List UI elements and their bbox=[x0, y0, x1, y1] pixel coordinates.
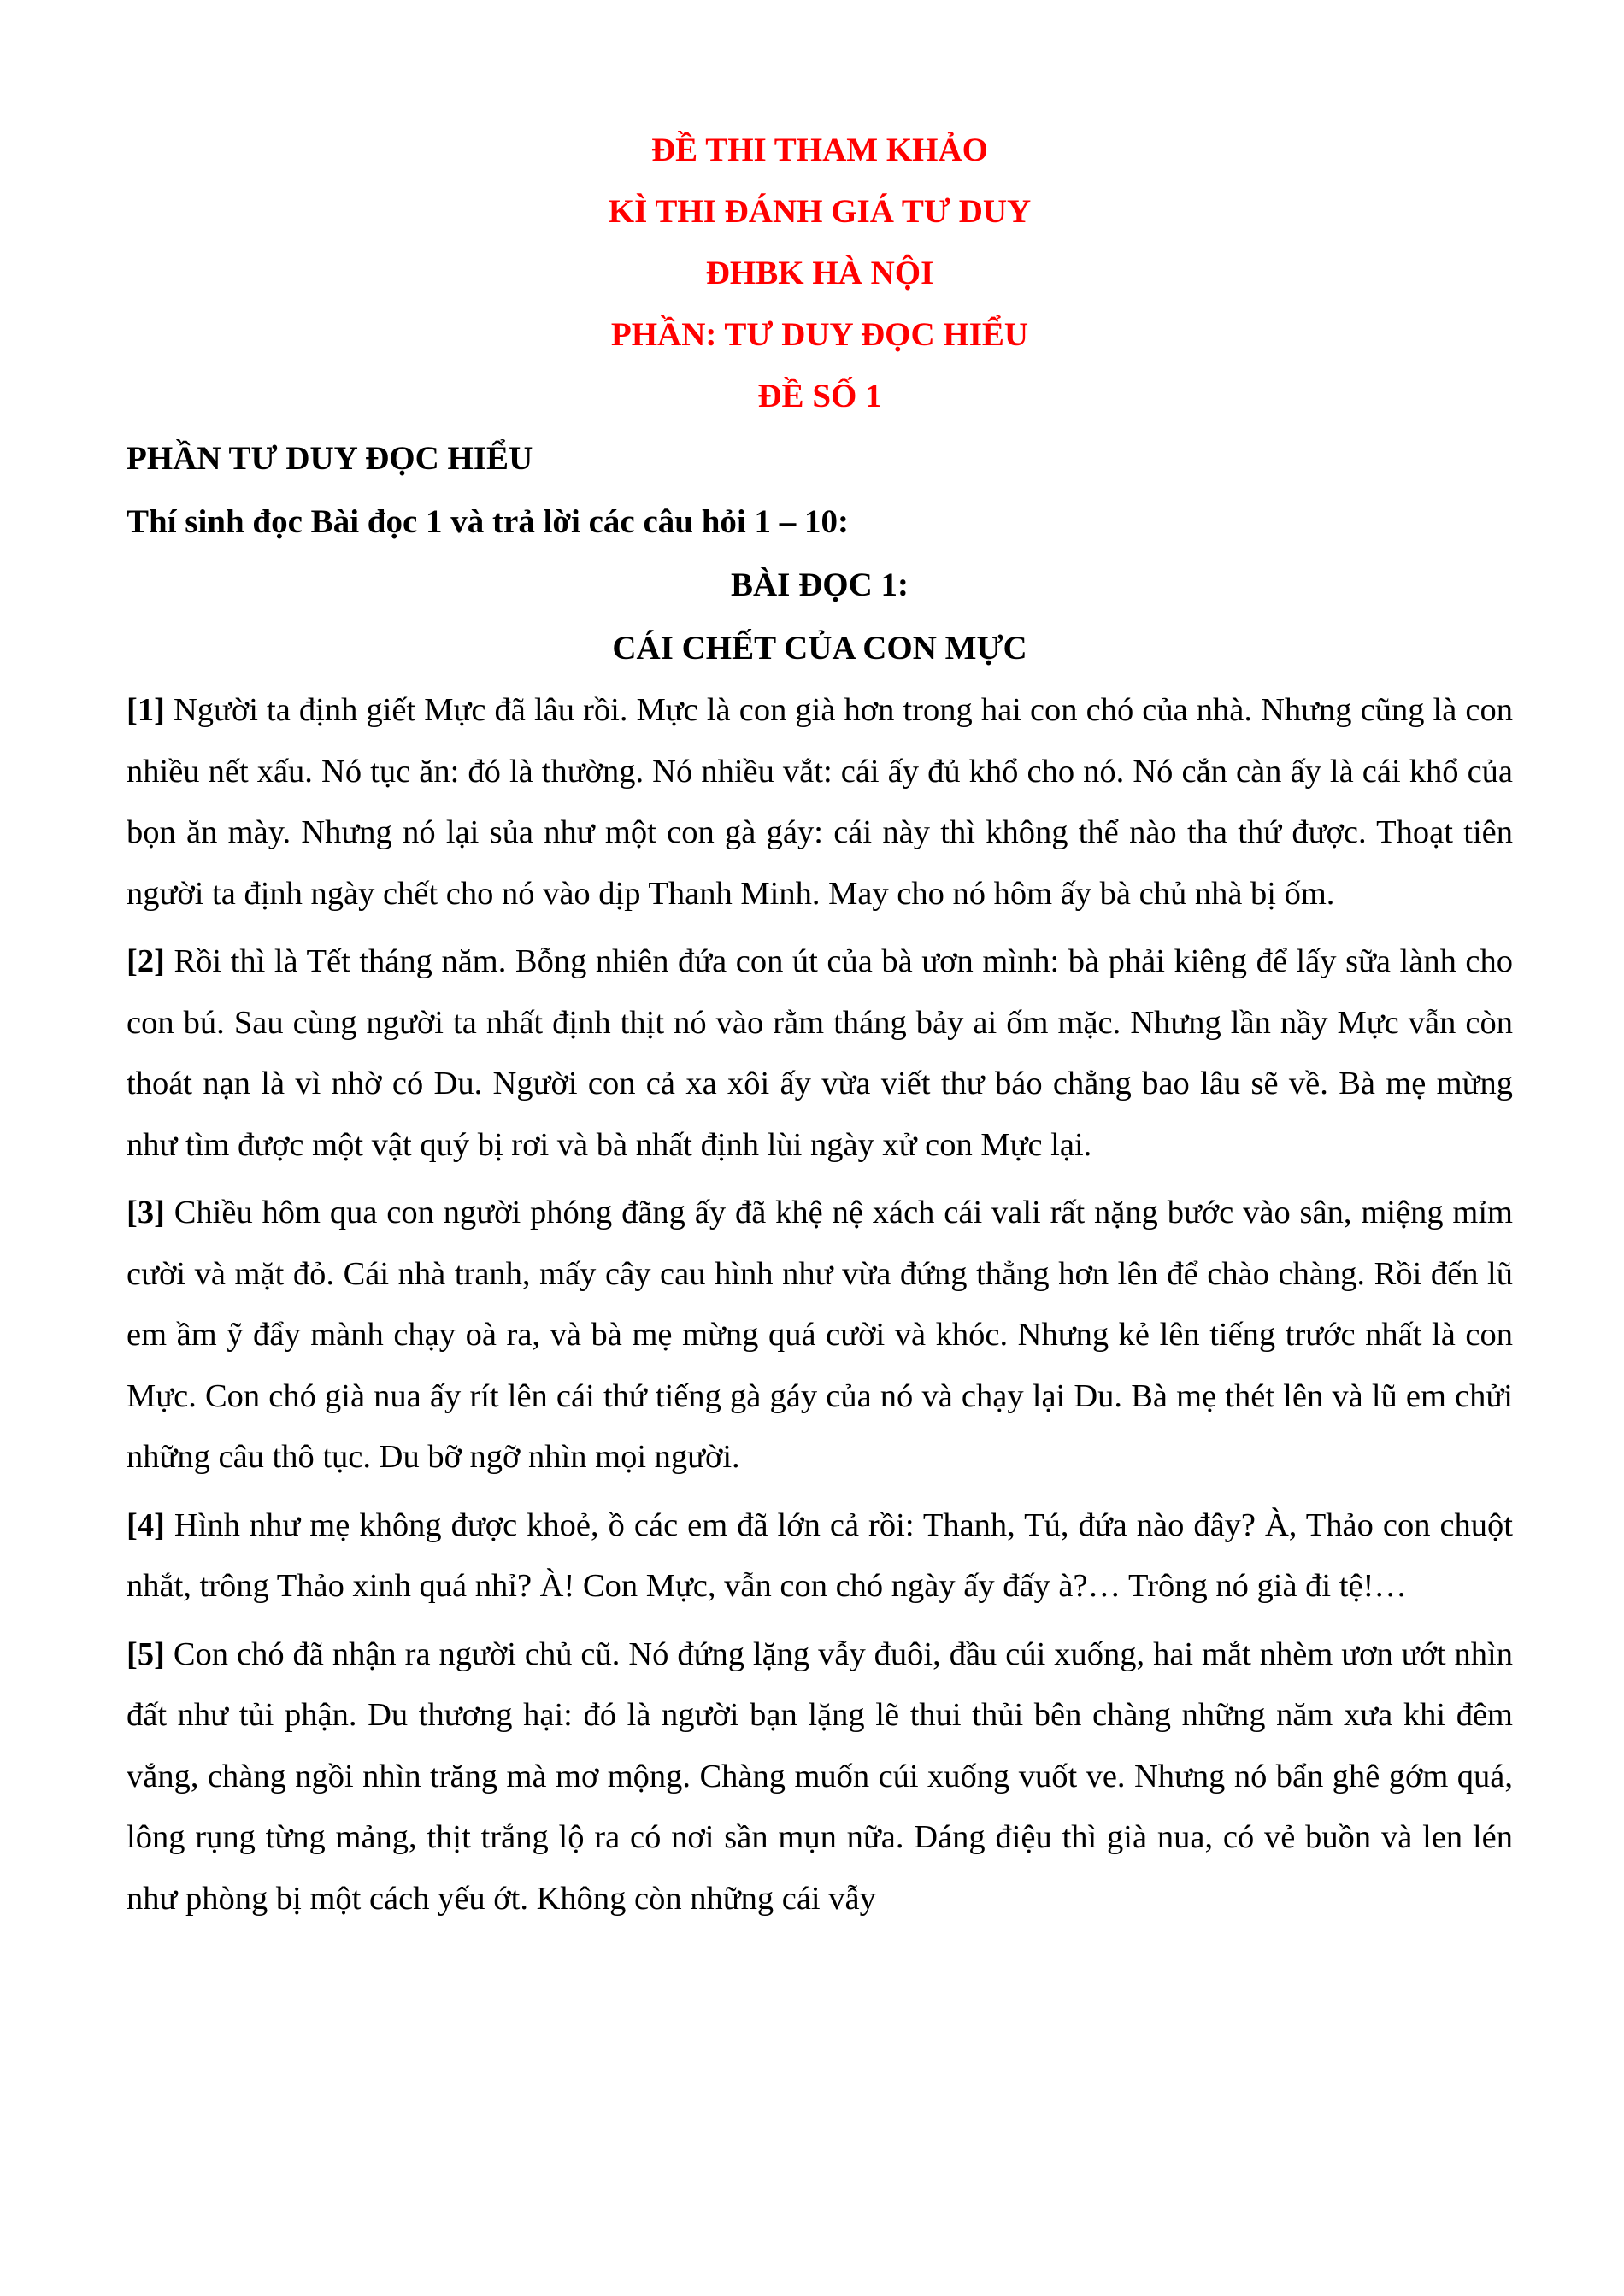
paragraph-number: [4] bbox=[127, 1506, 165, 1543]
paragraph-3 bbox=[127, 1183, 1513, 1489]
paragraph-5 bbox=[127, 1624, 1513, 1930]
reading-title: CÁI CHẾT CỦA CON MỰC bbox=[612, 630, 1027, 666]
paragraph-text: Hình như mẹ không được khoẻ, ồ các em đã lớn cả rồi: Thanh, Tú, đứa nào đây? À, Thảo con chuột nhắt, trông Thảo xinh quá nhỉ? À! Con Mực, vẫn con chó ngày ấy đấy à?… Trông nó già đi tệ!… bbox=[127, 1506, 1513, 1604]
instruction: Thí sinh đọc Bài đọc 1 và trả lời các câu hỏi 1 – 10: bbox=[127, 503, 849, 540]
exam-heading-line-3: ĐHBK HÀ NỘI bbox=[705, 255, 934, 291]
paragraph-2 bbox=[127, 931, 1513, 1176]
paragraph-text: Con chó đã nhận ra người chủ cũ. Nó đứng lặng vẫy đuôi, đầu cúi xuống, hai mắt nhèm ươn ướt nhìn đất như tủi phận. Du thương hại: đó là người bạn lặng lẽ thui thủi bên chàng những năm xưa khi đêm vắng, chàng ngồi nhìn trăng mà mơ mộng. Chàng muốn cúi xuống vuốt ve. Nhưng nó bẩn ghê gớm quá, lông rụng từng mảng, thịt trắng lộ ra có nơi sần mụn nữa. Dáng điệu thì già nua, có vẻ buồn và len lén như phòng bị một cách yếu ớt. Không còn những cái vẫy bbox=[127, 1635, 1513, 1917]
paragraph-number: [3] bbox=[127, 1195, 165, 1230]
paragraph-text: Chiều hôm qua con người phóng đãng ấy đã khệ nệ xách cái vali rất nặng bước vào sân, miệng mỉm cười và mặt đỏ. Cái nhà tranh, mấy cây cau hình như vừa đứng thẳng hơn lên để chào chàng. Rồi đến lũ em ầm ỹ đẩy mành chạy oà ra, và bà mẹ mừng quá cười và khóc. Nhưng kẻ lên tiếng trước nhất là con Mực. Con chó già nua ấy rít lên cái thứ tiếng gà gáy của nó và chạy lại Du. Bà mẹ thét lên và lũ em chửi những câu thô tục. Du bỡ ngỡ nhìn mọi người. bbox=[127, 1195, 1513, 1475]
paragraph-number: [2] bbox=[127, 943, 165, 979]
paragraph-text: Người ta định giết Mực đã lâu rồi. Mực là con già hơn trong hai con chó của nhà. Nhưng cũng là con nhiều nết xấu. Nó tục ăn: đó là thường. Nó nhiều vắt: cái ấy đủ khổ cho nó. Nó cắn càn ấy là cái khổ của bọn ăn mày. Nhưng nó lại sủa như một con gà gáy: cái này thì không thể nào tha thứ được. Thoạt tiên người ta định ngày chết cho nó vào dịp Thanh Minh. May cho nó hôm ấy bà chủ nhà bị ốm. bbox=[127, 692, 1513, 912]
paragraph-text: Rồi thì là Tết tháng năm. Bỗng nhiên đứa con út của bà ươn mình: bà phải kiêng để lấy sữa lành cho con bú. Sau cùng người ta nhất định thịt nó vào rằm tháng bảy ai ốm mặc. Nhưng lần nầy Mực vẫn còn thoát nạn là vì nhờ có Du. Người con cả xa xôi ấy vừa viết thư báo chẳng bao lâu sẽ về. Bà mẹ mừng như tìm được một vật quý bị rơi và bà nhất định lùi ngày xử con Mực lại. bbox=[127, 943, 1513, 1163]
reading-label: BÀI ĐỌC 1: bbox=[730, 567, 909, 603]
paragraph-4 bbox=[127, 1495, 1513, 1618]
paragraph-number: [1] bbox=[127, 692, 165, 728]
section-title: PHẦN TƯ DUY ĐỌC HIỂU bbox=[127, 440, 533, 477]
exam-heading-line-5: ĐỀ SỐ 1 bbox=[757, 378, 882, 414]
paragraph-number: [5] bbox=[127, 1635, 165, 1672]
exam-heading-line-1: ĐỀ THI THAM KHẢO bbox=[650, 132, 989, 168]
exam-heading-line-2: KÌ THI ĐÁNH GIÁ TƯ DUY bbox=[608, 193, 1032, 230]
paragraph-1 bbox=[127, 680, 1513, 925]
exam-heading-line-4: PHẦN: TƯ DUY ĐỌC HIỂU bbox=[610, 316, 1029, 353]
document-page bbox=[127, 120, 1513, 1929]
